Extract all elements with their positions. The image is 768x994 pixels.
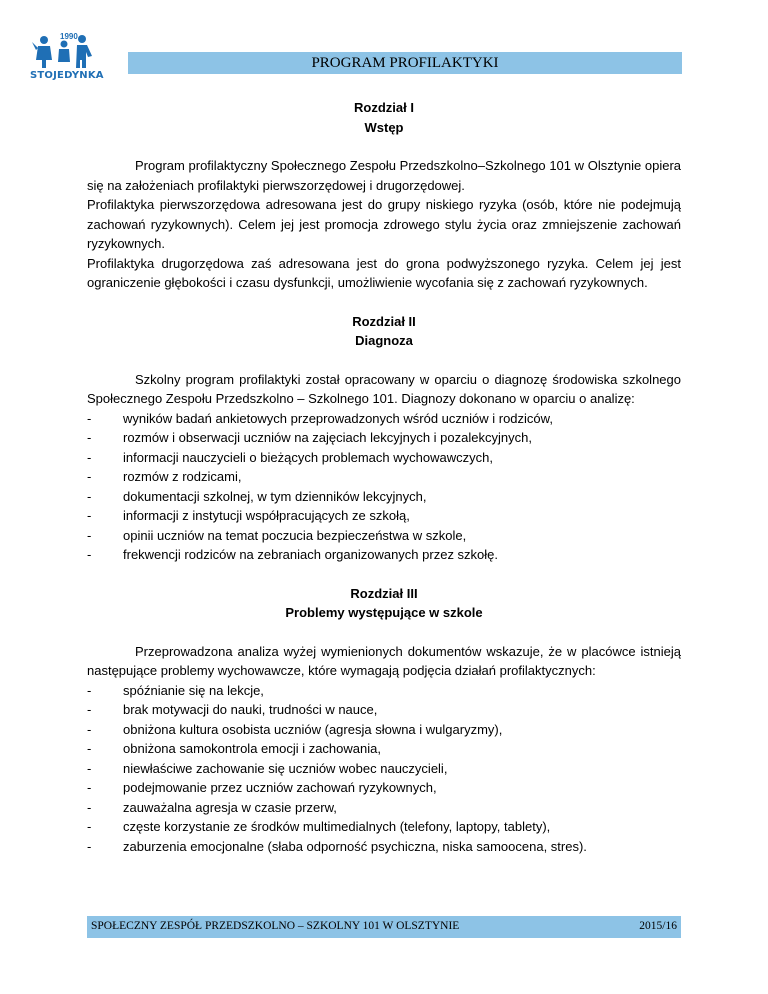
list-item: - informacji z instytucji współpracujących ze szkołą,: [87, 506, 681, 526]
header-bar: [128, 52, 682, 74]
list-item: - niewłaściwe zachowanie się uczniów wobec nauczycieli,: [87, 759, 681, 779]
chapter-title: Problemy występujące w szkole: [285, 605, 483, 620]
chapter-3: [87, 584, 681, 857]
school-logo: [30, 30, 104, 88]
list-item: - dokumentacji szkolnej, w tym dzienników lekcyjnych,: [87, 487, 681, 507]
list-item: - obniżona samokontrola emocji i zachowania,: [87, 739, 681, 759]
footer-year: 2015/16: [639, 920, 677, 932]
list-item: - zauważalna agresja w czasie przerw,: [87, 798, 681, 818]
diagnosis-list: [87, 409, 681, 565]
document-body: [87, 98, 681, 875]
logo-text: STOJEDYNKA: [30, 70, 104, 81]
list-item: - informacji nauczycieli o bieżących problemach wychowawczych,: [87, 448, 681, 468]
list-item: - wyników badań ankietowych przeprowadzonych wśród uczniów i rodziców,: [87, 409, 681, 429]
list-item: - częste korzystanie ze środków multimedialnych (telefony, laptopy, tablety),: [87, 817, 681, 837]
list-item: - zaburzenia emocjonalne (słaba odporność psychiczna, niska samoocena, stres).: [87, 837, 681, 857]
paragraph: Przeprowadzona analiza wyżej wymienionych dokumentów wskazuje, że w placówce istnieją następujące problemy wychowawcze, które wymagają podjęcia działań profilaktycznych:: [87, 643, 681, 678]
paragraph: Profilaktyka pierwszorzędowa adresowana jest do grupy niskiego ryzyka (osób, które nie podejmują zachowań ryzykownych). Celem jej jest promocja zdrowego stylu życia oraz zmniejszenie zachowań ryzykownych.: [87, 197, 681, 251]
list-item: - rozmów i obserwacji uczniów na zajęciach lekcyjnych i pozalekcyjnych,: [87, 428, 681, 448]
list-item: - rozmów z rodzicami,: [87, 467, 681, 487]
chapter-number: Rozdział I: [354, 100, 414, 115]
footer-school-name: SPOŁECZNY ZESPÓŁ PRZEDSZKOLNO – SZKOLNY 101 W OLSZTYNIE: [91, 920, 460, 932]
list-item: - spóźnianie się na lekcje,: [87, 681, 681, 701]
problems-list: [87, 681, 681, 857]
chapter-number: Rozdział II: [352, 313, 416, 329]
list-item: - podejmowanie przez uczniów zachowań ryzykownych,: [87, 778, 681, 798]
chapter-2: [87, 312, 681, 565]
paragraph: Profilaktyka drugorzędowa zaś adresowana jest do grona podwyższonego ryzyka. Celem jej jest ograniczenie głębokości i czasu dysfunkcji, umożliwienie wycofania się z zachowań ryzykownych.: [87, 255, 681, 290]
chapter-1: [87, 98, 681, 293]
chapter-title: Diagnoza: [355, 333, 413, 348]
list-item: - brak motywacji do nauki, trudności w nauce,: [87, 700, 681, 720]
footer-bar: [87, 916, 681, 938]
paragraph: Program profilaktyczny Społecznego Zespołu Przedszkolno–Szkolnego 101 w Olsztynie opiera się na założeniach profilaktyki pierwszorzędowej i drugorzędowej.: [87, 158, 681, 193]
chapter-number: Rozdział III: [350, 585, 418, 601]
page-title: PROGRAM PROFILAKTYKI: [311, 55, 499, 71]
logo-year: 1990: [60, 32, 78, 41]
list-item: - opinii uczniów na temat poczucia bezpieczeństwa w szkole,: [87, 526, 681, 546]
list-item: - obniżona kultura osobista uczniów (agresja słowna i wulgaryzmy),: [87, 720, 681, 740]
chapter-title: Wstęp: [364, 119, 404, 135]
list-item: - frekwencji rodziców na zebraniach organizowanych przez szkołę.: [87, 545, 681, 565]
paragraph: Szkolny program profilaktyki został opracowany w oparciu o diagnozę środowiska szkolnego Społecznego Zespołu Przedszkolno – Szkolnego 101. Diagnozy dokonano w oparciu o analizę:: [87, 371, 681, 406]
